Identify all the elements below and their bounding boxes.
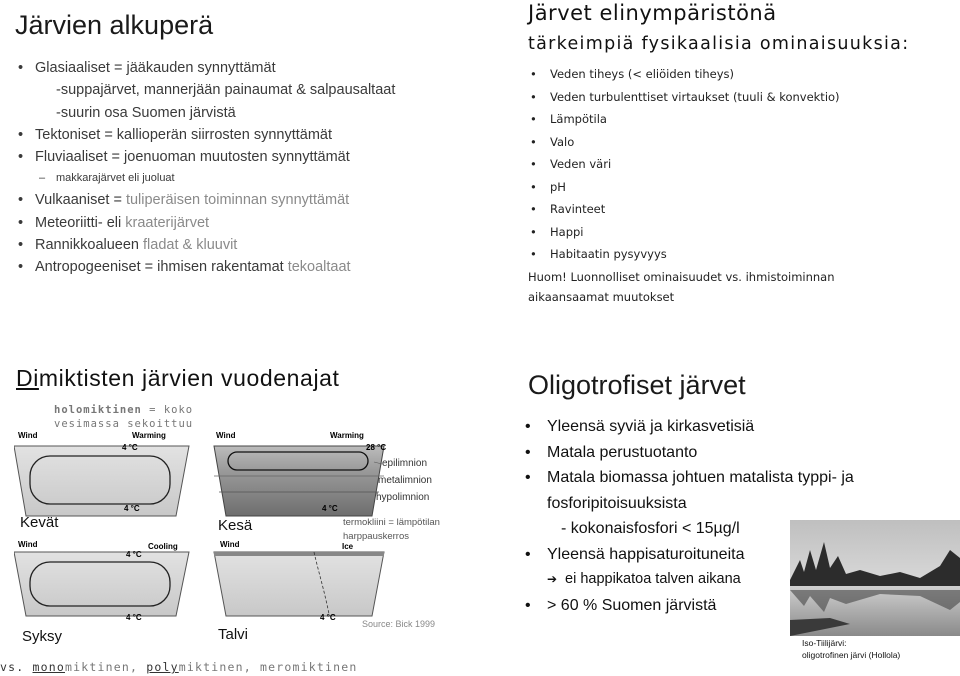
list-item: - kokonaisfosfori < 15µg/l xyxy=(561,520,740,537)
diagram-label: 4 °C xyxy=(126,550,142,559)
caption-line: oligotrofinen järvi (Hollola) xyxy=(802,650,901,660)
strata-label: metalimnion xyxy=(378,475,432,486)
diagram-label: Warming xyxy=(330,431,364,440)
list-item: • Habitaatin pysyvyys xyxy=(530,243,840,266)
list-item: • Antropogeeniset = ihmisen rakentamat tekoaltaat xyxy=(18,256,395,278)
photo-caption xyxy=(802,637,900,661)
diagram-label: Wind xyxy=(18,540,38,549)
gray-text: tuliperäisen toiminnan synnyttämät xyxy=(125,192,350,209)
winter-ice xyxy=(214,552,384,556)
list-item: fosforipitoisuuksista xyxy=(547,494,687,512)
list-item: • Rannikkoalueen fladat & kluuvit xyxy=(18,234,395,256)
holo-rest: = koko xyxy=(141,404,194,416)
list-item: • Glasiaaliset = jääkauden synnyttämät xyxy=(18,57,395,79)
slide2-note xyxy=(528,267,835,307)
diagram-label: Warming xyxy=(132,431,166,440)
slide3-title xyxy=(16,365,340,392)
title-prefix: Di xyxy=(16,365,39,391)
strata-label: hypolimnion xyxy=(376,492,430,503)
list-item: • Happi xyxy=(530,221,840,244)
summer-basin xyxy=(214,446,384,516)
slide2-subtitle: tärkeimpiä fysikaalisia ominaisuuksia: xyxy=(528,34,910,54)
list-item: ➔ ei happikatoa talven aikana xyxy=(525,567,854,593)
thermocline-line: termokliini = lämpötilan xyxy=(343,517,440,528)
list-item: • > 60 % Suomen järvistä xyxy=(525,593,854,619)
list-item: • Veden tiheys (< eliöiden tiheys) xyxy=(530,63,840,86)
caption-line: Iso-Tiilijärvi: xyxy=(802,638,847,648)
list-item: • Lämpötila xyxy=(530,108,840,131)
diagram-label: Wind xyxy=(220,540,240,549)
list-item: • Vulkaaniset = tuliperäisen toiminnan synnyttämät xyxy=(18,189,395,211)
title-rest: miktisten järvien vuodenajat xyxy=(38,365,340,391)
list-item: • Yleensä happisaturoituneita xyxy=(525,542,854,568)
mixing-types xyxy=(0,660,357,674)
list-item: • pH xyxy=(530,176,840,199)
diagram-label: Wind xyxy=(216,431,236,440)
strata-label: epilimnion xyxy=(382,458,428,469)
note-line: aikaansaamat muutokset xyxy=(528,290,675,304)
season-winter: Talvi xyxy=(218,626,249,643)
poly-part: poly xyxy=(146,660,179,674)
list-item: -suppajärvet, mannerjään painaumat & salpausaltaat xyxy=(56,82,396,99)
diagram-label: 4 °C xyxy=(126,613,142,622)
list-item: • Meteoriitti- eli kraaterijärvet xyxy=(18,212,395,234)
diagram-label: Ice xyxy=(342,542,354,551)
winter-basin xyxy=(214,552,384,616)
list-item: – makkarajärvet eli juoluat xyxy=(18,168,395,189)
source-note: Source: Bick 1999 xyxy=(362,619,436,629)
list-item: • Veden väri xyxy=(530,153,840,176)
gray-text: tekoaltaat xyxy=(287,259,351,276)
season-summer: Kesä xyxy=(218,517,253,534)
holo-term: holomiktinen xyxy=(54,404,142,416)
list-item: -suurin osa Suomen järvistä xyxy=(56,104,236,121)
holo-line2: vesimassa sekoittuu xyxy=(54,418,194,430)
list-item: • Valo xyxy=(530,131,840,154)
list-item: • Veden turbulenttiset virtaukset (tuuli & konvektio) xyxy=(530,86,840,109)
slide2-list xyxy=(530,63,840,266)
mono-part: mono xyxy=(32,660,65,674)
list-item: • Tektoniset = kallioperän siirrosten synnyttämät xyxy=(18,124,395,146)
list-item: • Ravinteet xyxy=(530,198,840,221)
gray-text: fladat & kluuvit xyxy=(143,237,238,254)
gray-text: kraaterijärvet xyxy=(125,214,210,231)
diagram-label: 4 °C xyxy=(122,443,138,452)
diagram-label: 28 °C xyxy=(366,443,387,452)
diagram-label: 4 °C xyxy=(320,613,336,622)
diagram-label: 4 °C xyxy=(322,504,338,513)
note-line: Huom! Luonnolliset ominaisuudet vs. ihmistoiminnan xyxy=(528,270,835,284)
diagram-label: 4 °C xyxy=(124,504,140,513)
season-autumn: Syksy xyxy=(22,628,63,645)
list-item: • Matala perustuotanto xyxy=(525,440,854,466)
thermocline-line: harppauskerros xyxy=(343,531,410,542)
slide1-title: Järvien alkuperä xyxy=(15,10,214,40)
slide1-list xyxy=(18,57,395,279)
slide4-title: Oligotrofiset järvet xyxy=(528,370,746,400)
diagram-label: Wind xyxy=(18,431,38,440)
season-spring: Kevät xyxy=(20,514,59,531)
miktinen-part: miktinen, xyxy=(178,660,260,674)
lake-photo xyxy=(790,520,960,636)
meromiktinen-part: meromiktinen xyxy=(260,660,358,674)
slide2-title: Järvet elinympäristönä xyxy=(528,1,777,25)
list-item: • Matala biomassa johtuen matalista typpi- ja xyxy=(525,465,854,491)
list-item: • Fluviaaliset = joenuoman muutosten synnyttämät xyxy=(18,146,395,168)
miktinen-part: miktinen, xyxy=(65,660,147,674)
vs-label: vs. xyxy=(0,660,33,674)
thermocline-def xyxy=(343,516,440,544)
diagram-label: Cooling xyxy=(148,542,178,551)
list-item: • Yleensä syviä ja kirkasvetisiä xyxy=(525,414,854,440)
